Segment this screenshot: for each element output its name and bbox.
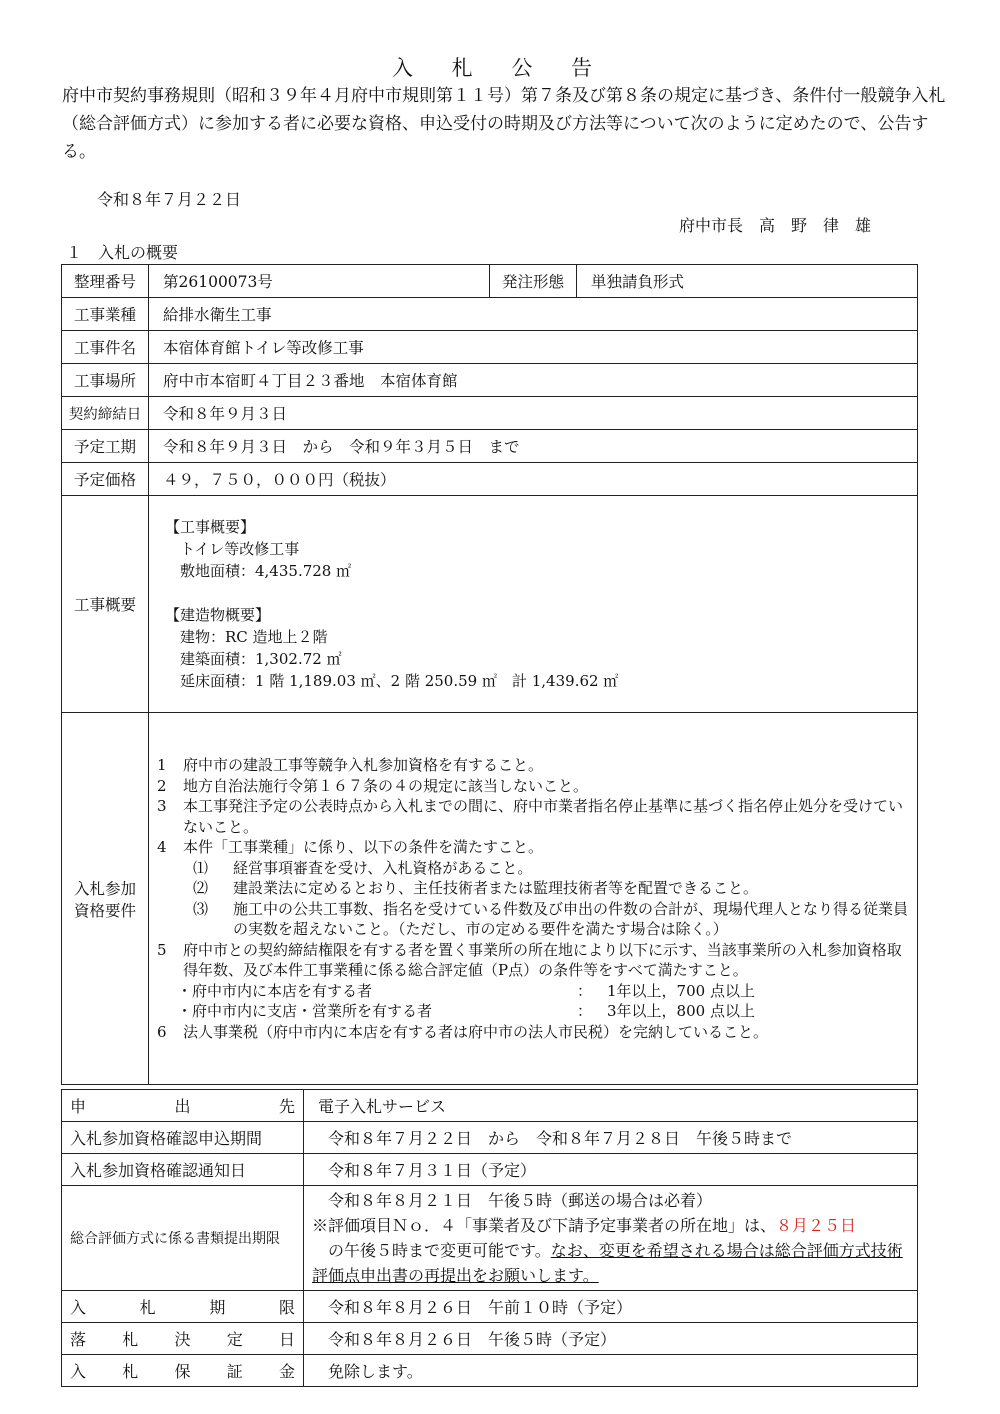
- intro-paragraph: 府中市契約事務規則（昭和３９年４月府中市規則第１１号）第７条及び第８条の規定に基づき、条件付一般競争入札（総合評価方式）に参加する者に必要な資格、申込受付の時期及び方法等について次のように定めたので、公告する。: [62, 86, 946, 162]
- table-row: [62, 1355, 918, 1387]
- table-row: [62, 463, 918, 496]
- table-row: [62, 397, 918, 430]
- shorui-line: 令和８年８月２１日 午後５時（郵送の場合は必着）: [328, 1191, 713, 1210]
- table-row: [62, 1122, 918, 1154]
- requirements-label-line: 資格要件: [73, 901, 136, 920]
- kouki-value: 令和８年９月３日 から 令和９年３月５日 まで: [149, 430, 918, 463]
- list-item: 6 法人事業税（府中市内に本店を有する者は府中市の法人市民税）を完納していること。: [157, 1022, 769, 1041]
- gaiyo-line: [165, 582, 911, 604]
- overview-table: [61, 264, 918, 1085]
- table-row: [62, 1090, 918, 1122]
- list-item: 5 府中市との契約締結権限を有する者を置く事業所の所在地により以下に示す、当該事業所の入札参加資格取得年数、及び本件工事業種に係る総合評定値（P点）の条件等をすべて満たすこと。: [157, 940, 902, 979]
- requirements-label-line: 入札参加: [73, 879, 136, 898]
- list-item: 3 本工事発注予定の公表時点から入札までの間に、府中市業者指名停止基準に基づく指名停止処分を受けていないこと。: [157, 797, 904, 836]
- gaiyo-line: 建築面積：1,302.72 ㎡: [165, 650, 342, 668]
- list-item: 1 府中市の建設工事等競争入札参加資格を有すること。: [157, 756, 544, 774]
- table-row: [62, 1323, 918, 1355]
- gaiyo-line: 延床面積：1 階 1,189.03 ㎡、2 階 250.59 ㎡ 計 1,439.62 ㎡: [165, 672, 619, 690]
- shorui-value: [304, 1186, 918, 1291]
- requirements-content: [149, 713, 918, 1085]
- table-row: [62, 496, 918, 713]
- rakusatsu-label: 落 札 決 定 日: [62, 1323, 304, 1355]
- keiyaku-value: 令和８年９月３日: [149, 397, 918, 430]
- notice-title: 入 札 公 告: [391, 56, 609, 80]
- hatchu-value: 単独請負形式: [577, 265, 918, 298]
- kikan-value: 令和８年７月２２日 から 令和８年７月２８日 午後５時まで: [304, 1122, 918, 1154]
- table-row: [62, 1291, 918, 1323]
- hatchu-label: 発注形態: [490, 265, 577, 298]
- list-item: 2 地方自治法施行令第１６７条の４の規定に該当しないこと。: [157, 776, 589, 795]
- hosho-label: 入 札 保 証 金: [62, 1355, 304, 1387]
- sub-item: ⑴ 経営事項審査を受け、入札資格があること。: [193, 858, 533, 877]
- underlined-note: なお、変更を希望される場合は総合評価方式技術評価点申出書の再提出をお願いします。: [312, 1241, 903, 1285]
- condition-row: ・府中市内に支店・営業所を有する者 ： 3年以上，800 点以上: [177, 1002, 755, 1020]
- kigen-value: 令和８年８月２６日 午前１０時（予定）: [304, 1291, 918, 1323]
- table-row: [62, 298, 918, 331]
- table-row: [62, 364, 918, 397]
- kakaku-label: 予定価格: [62, 463, 149, 496]
- section-heading: １ 入札の概要: [66, 243, 179, 262]
- moshide-value: 電子入札サービス: [304, 1090, 918, 1122]
- kigen-label: 入 札 期 限: [62, 1291, 304, 1323]
- kouki-label: 予定工期: [62, 430, 149, 463]
- list-item: 4 本件「工事業種」に係り、以下の条件を満たすこと。: [157, 838, 544, 856]
- seiri-label: 整理番号: [62, 265, 149, 298]
- gaiyo-line: 建物：RC 造地上２階: [165, 628, 328, 646]
- gaiyo-content: [149, 496, 918, 713]
- table-row: [62, 1154, 918, 1186]
- gyoshu-label: 工事業種: [62, 298, 149, 331]
- table-row: [62, 265, 918, 298]
- gaiyo-line: 敷地面積：4,435.728 ㎡: [165, 562, 352, 580]
- moshide-label: 申 出 先: [62, 1090, 304, 1122]
- rakusatsu-value: 令和８年８月２６日 午後５時（予定）: [304, 1323, 918, 1355]
- gaiyo-line: 【建造物概要】: [165, 606, 271, 624]
- kikan-label: 入札参加資格確認申込期間: [62, 1122, 304, 1154]
- gaiyo-line: トイレ等改修工事: [165, 540, 300, 558]
- notice-date: 令和８年７月２２日: [97, 190, 242, 209]
- keiyaku-label: 契約締結日: [62, 397, 149, 430]
- gaiyo-label: 工事概要: [62, 496, 149, 713]
- hosho-value: 免除します。: [304, 1355, 918, 1387]
- basho-label: 工事場所: [62, 364, 149, 397]
- gaiyo-line: 【工事概要】: [165, 518, 256, 536]
- sub-item: ⑵ 建設業法に定めるとおり、主任技術者または監理技術者等を配置できること。: [193, 879, 759, 897]
- table-row: [62, 1186, 918, 1291]
- requirements-label: [62, 713, 149, 1085]
- kakaku-value: ４９，７５０，０００円（税抜）: [149, 463, 918, 496]
- tsuchi-label: 入札参加資格確認通知日: [62, 1154, 304, 1186]
- tsuchi-value: 令和８年７月３１日（予定）: [304, 1154, 918, 1186]
- kenmei-value: 本宿体育館トイレ等改修工事: [149, 331, 918, 364]
- condition-row: ・府中市内に本店を有する者 ： 1年以上，700 点以上: [177, 981, 755, 1000]
- kenmei-label: 工事件名: [62, 331, 149, 364]
- signer: 府中市長 高 野 律 雄: [679, 216, 872, 235]
- table-row: [62, 430, 918, 463]
- schedule-table: [61, 1089, 918, 1387]
- highlighted-date: ８月２５日: [776, 1216, 857, 1235]
- table-row: [62, 331, 918, 364]
- gyoshu-value: 給排水衛生工事: [149, 298, 918, 331]
- shorui-label: 総合評価方式に係る書類提出期限: [62, 1186, 304, 1291]
- sub-item: ⑶ 施工中の公共工事数、指名を受けている件数及び申出の件数の合計が、現場代理人となり得る従業員の実数を超えないこと。（ただし、市の定める要件を満たす場合は除く。）: [193, 899, 909, 938]
- shorui-note: ※評価項目Ｎｏ．４「事業者及び下請予定事業者の所在地」は、８月２５日の午後５時まで変更可能です。なお、変更を希望される場合は総合評価方式技術評価点申出書の再提出をお願いします。: [312, 1216, 903, 1285]
- table-row: [62, 713, 918, 1085]
- seiri-value: 第26100073号: [149, 265, 490, 298]
- basho-value: 府中市本宿町４丁目２３番地 本宿体育館: [149, 364, 918, 397]
